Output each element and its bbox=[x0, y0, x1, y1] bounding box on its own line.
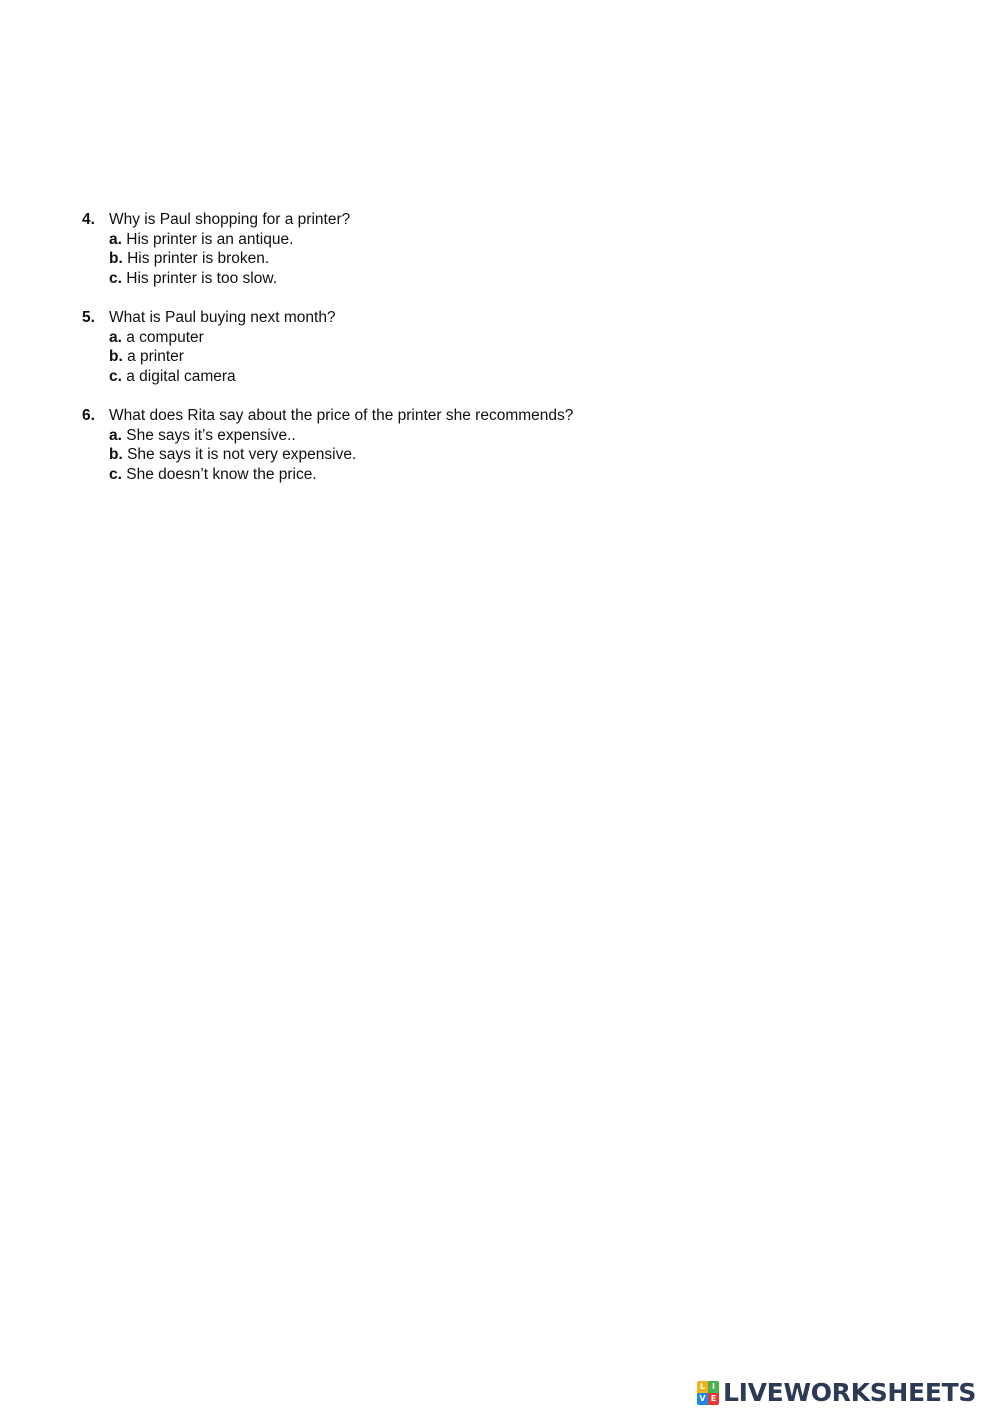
option-letter: b. bbox=[109, 250, 123, 268]
option-a bbox=[82, 426, 902, 446]
option-text: She says it’s expensive.. bbox=[126, 426, 296, 444]
option-letter: a. bbox=[109, 230, 122, 248]
option-text: She says it is not very expensive. bbox=[127, 446, 357, 464]
logo-icon-letter: I bbox=[708, 1381, 719, 1393]
option-text: His printer is too slow. bbox=[126, 269, 277, 287]
option-c bbox=[82, 367, 902, 387]
option-text: a digital camera bbox=[126, 367, 236, 385]
question-5 bbox=[82, 308, 902, 386]
option-text: She doesn’t know the price. bbox=[126, 465, 317, 483]
option-text: a printer bbox=[127, 348, 184, 366]
option-letter: c. bbox=[109, 465, 122, 483]
option-text: a computer bbox=[126, 328, 204, 346]
question-text: What does Rita say about the price of the printer she recommends? bbox=[109, 407, 574, 424]
question-number: 5. bbox=[82, 309, 95, 326]
option-b bbox=[82, 249, 902, 269]
option-a bbox=[82, 230, 902, 250]
option-b bbox=[82, 347, 902, 367]
option-letter: a. bbox=[109, 328, 122, 346]
option-c bbox=[82, 465, 902, 485]
option-letter: c. bbox=[109, 367, 122, 385]
logo-icon-letter: L bbox=[697, 1381, 708, 1393]
logo-icon-letter: V bbox=[697, 1393, 708, 1405]
option-b bbox=[82, 445, 902, 465]
question-text: Why is Paul shopping for a printer? bbox=[109, 211, 351, 228]
question-number: 6. bbox=[82, 407, 95, 424]
option-c bbox=[82, 269, 902, 289]
option-text: His printer is broken. bbox=[127, 250, 270, 268]
option-text: His printer is an antique. bbox=[126, 230, 294, 248]
option-letter: b. bbox=[109, 348, 123, 366]
question-text: What is Paul buying next month? bbox=[109, 309, 336, 326]
question-4-line bbox=[82, 210, 902, 230]
liveworksheets-logo[interactable] bbox=[697, 1376, 997, 1410]
logo-icon-letter: E bbox=[708, 1393, 719, 1405]
liveworksheets-logo-icon bbox=[697, 1381, 719, 1405]
question-4 bbox=[82, 210, 902, 288]
question-6 bbox=[82, 406, 902, 484]
logo-text: LIVEWORKSHEETS bbox=[723, 1378, 977, 1407]
option-a bbox=[82, 328, 902, 348]
question-number: 4. bbox=[82, 211, 95, 228]
question-5-line bbox=[82, 308, 902, 328]
option-letter: a. bbox=[109, 426, 122, 444]
option-letter: b. bbox=[109, 446, 123, 464]
question-6-line bbox=[82, 406, 902, 426]
option-letter: c. bbox=[109, 269, 122, 287]
